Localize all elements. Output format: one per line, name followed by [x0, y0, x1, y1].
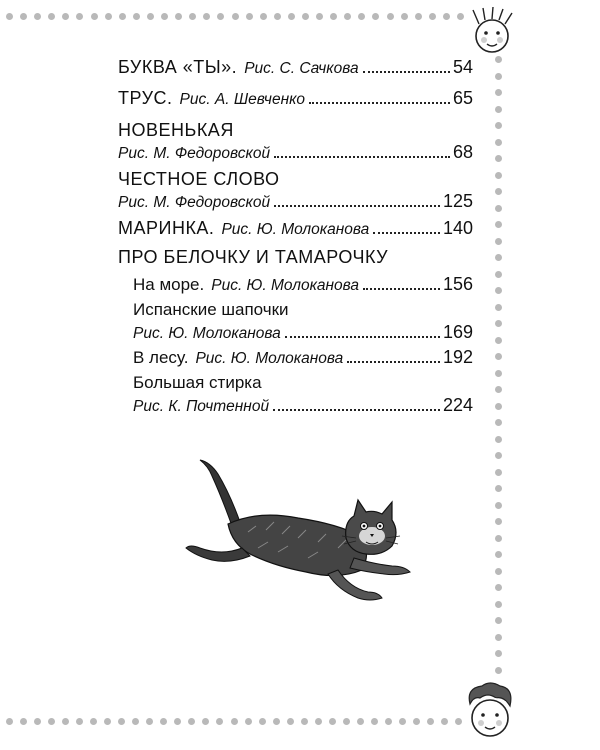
toc-subentry-artist: Рис. К. Почтенной [133, 398, 270, 415]
toc-entry-page: 68 [452, 142, 473, 162]
border-dot [495, 172, 502, 179]
border-dot [495, 287, 502, 294]
border-dot [231, 718, 238, 725]
border-dot [132, 718, 139, 725]
border-dot [118, 718, 125, 725]
border-dot [495, 205, 502, 212]
dot-leader [274, 205, 440, 207]
border-dot [302, 13, 309, 20]
border-dot [401, 13, 408, 20]
toc-entry-artist: Рис. М. Федоровской [118, 145, 271, 162]
border-dot [495, 271, 502, 278]
border-dot [495, 436, 502, 443]
border-dot [495, 568, 502, 575]
border-dot [495, 667, 502, 674]
border-dot [495, 254, 502, 261]
toc-subentry-artist: Рис. Ю. Молоканова [133, 325, 281, 342]
border-dot [357, 718, 364, 725]
toc-subentry-artist: Рис. Ю. Молоканова [211, 277, 360, 294]
border-dot [48, 718, 55, 725]
dot-leader [309, 102, 450, 104]
border-dot [495, 617, 502, 624]
border-dot [387, 13, 394, 20]
border-dot [188, 718, 195, 725]
toc-entry-bukva-ty[interactable] [118, 56, 473, 80]
border-dot [34, 13, 41, 20]
toc-subentry-page: 192 [442, 347, 473, 367]
border-dot [6, 718, 13, 725]
border-dot [495, 320, 502, 327]
border-dot [274, 13, 281, 20]
border-dot [62, 718, 69, 725]
girl-face-icon [465, 6, 519, 56]
border-dot [495, 188, 502, 195]
border-dot [399, 718, 406, 725]
running-cat-illustration [178, 452, 418, 612]
toc-entry-title: ЧЕСТНОЕ СЛОВО [118, 169, 280, 189]
toc-entry-novenkaya[interactable] [118, 119, 473, 165]
border-dot [316, 13, 323, 20]
border-dot [189, 13, 196, 20]
toc-subentry-na-more[interactable] [133, 273, 473, 297]
border-dot [495, 634, 502, 641]
border-dot [495, 122, 502, 129]
toc-entry-page: 54 [452, 57, 473, 77]
right-dotted-border [495, 56, 502, 674]
border-dot [62, 13, 69, 20]
border-dot [371, 718, 378, 725]
border-dot [76, 718, 83, 725]
border-dot [495, 221, 502, 228]
dot-leader [273, 409, 440, 411]
border-dot [91, 13, 98, 20]
border-dot [415, 13, 422, 20]
border-dot [246, 13, 253, 20]
border-dot [495, 502, 502, 509]
toc-entry-title: МАРИНКА. [118, 218, 215, 238]
toc-subentry-title: В лесу. [133, 348, 189, 367]
toc-section-title: ПРО БЕЛОЧКУ И ТАМАРОЧКУ [118, 247, 389, 267]
border-dot [202, 718, 209, 725]
toc-subentry-ispanskie-shapochki[interactable] [133, 299, 473, 345]
dot-leader [285, 336, 440, 338]
bottom-dotted-border [6, 718, 462, 725]
border-dot [358, 13, 365, 20]
border-dot [329, 718, 336, 725]
border-dot [315, 718, 322, 725]
border-dot [495, 485, 502, 492]
border-dot [495, 419, 502, 426]
toc-subentry-bolshaya-stirka[interactable] [133, 372, 473, 418]
border-dot [76, 13, 83, 20]
border-dot [330, 13, 337, 20]
border-dot [175, 13, 182, 20]
toc-subentry-title: На море. [133, 275, 205, 294]
border-dot [160, 718, 167, 725]
dot-leader [373, 232, 440, 234]
border-dot [273, 718, 280, 725]
border-dot [203, 13, 210, 20]
border-dot [34, 718, 41, 725]
border-dot [232, 13, 239, 20]
border-dot [288, 13, 295, 20]
toc-entry-artist: Рис. М. Федоровской [118, 194, 271, 211]
toc-subentry-page: 224 [442, 395, 473, 415]
border-dot [287, 718, 294, 725]
border-dot [104, 718, 111, 725]
border-dot [119, 13, 126, 20]
toc-entry-marinka[interactable] [118, 217, 473, 241]
border-dot [495, 238, 502, 245]
border-dot [495, 139, 502, 146]
toc-entry-title: ТРУС. [118, 88, 173, 108]
border-dot [146, 718, 153, 725]
border-dot [105, 13, 112, 20]
border-dot [260, 13, 267, 20]
border-dot [443, 13, 450, 20]
border-dot [372, 13, 379, 20]
border-dot [495, 452, 502, 459]
toc-entry-artist: Рис. А. Шевченко [179, 91, 306, 108]
toc-entry-page: 125 [442, 191, 473, 211]
dot-leader [347, 361, 440, 363]
toc-subentry-page: 156 [442, 274, 473, 294]
border-dot [441, 718, 448, 725]
toc-subentry-artist: Рис. Ю. Молоканова [195, 350, 344, 367]
toc-subentry-title: Испанские шапочки [133, 300, 289, 319]
border-dot [457, 13, 464, 20]
border-dot [495, 353, 502, 360]
border-dot [20, 718, 27, 725]
toc-entry-title: БУКВА «ТЫ». [118, 57, 238, 77]
border-dot [429, 13, 436, 20]
border-dot [147, 13, 154, 20]
border-dot [495, 56, 502, 63]
border-dot [495, 403, 502, 410]
toc-entry-page: 65 [452, 88, 473, 108]
border-dot [495, 535, 502, 542]
toc-section-pro-belochku[interactable] [118, 246, 473, 268]
border-dot [495, 551, 502, 558]
toc-entry-artist: Рис. С. Сачкова [244, 60, 359, 77]
border-dot [495, 73, 502, 80]
border-dot [495, 601, 502, 608]
toc-subentry-title: Большая стирка [133, 373, 262, 392]
border-dot [495, 106, 502, 113]
border-dot [495, 370, 502, 377]
border-dot [495, 337, 502, 344]
border-dot [161, 13, 168, 20]
border-dot [343, 718, 350, 725]
border-dot [174, 718, 181, 725]
boy-face-icon [460, 680, 520, 742]
border-dot [90, 718, 97, 725]
border-dot [495, 89, 502, 96]
border-dot [20, 13, 27, 20]
border-dot [495, 304, 502, 311]
dot-leader [274, 156, 450, 158]
border-dot [495, 650, 502, 657]
border-dot [495, 386, 502, 393]
border-dot [427, 718, 434, 725]
toc-entry-page: 140 [442, 218, 473, 238]
border-dot [48, 13, 55, 20]
toc-subentry-v-lesu[interactable] [133, 346, 473, 370]
border-dot [216, 718, 223, 725]
toc-entry-artist: Рис. Ю. Молоканова [221, 221, 370, 238]
border-dot [495, 584, 502, 591]
border-dot [413, 718, 420, 725]
dot-leader [363, 288, 440, 290]
top-dotted-border [6, 13, 464, 20]
border-dot [217, 13, 224, 20]
toc-subentry-page: 169 [442, 322, 473, 342]
toc-entry-chestnoe-slovo[interactable] [118, 168, 473, 214]
border-dot [495, 155, 502, 162]
toc-entry-title: НОВЕНЬКАЯ [118, 120, 234, 140]
border-dot [259, 718, 266, 725]
border-dot [245, 718, 252, 725]
border-dot [301, 718, 308, 725]
border-dot [344, 13, 351, 20]
border-dot [6, 13, 13, 20]
border-dot [133, 13, 140, 20]
border-dot [385, 718, 392, 725]
dot-leader [363, 71, 450, 73]
toc-entry-trus[interactable] [118, 87, 473, 111]
border-dot [495, 518, 502, 525]
border-dot [495, 469, 502, 476]
